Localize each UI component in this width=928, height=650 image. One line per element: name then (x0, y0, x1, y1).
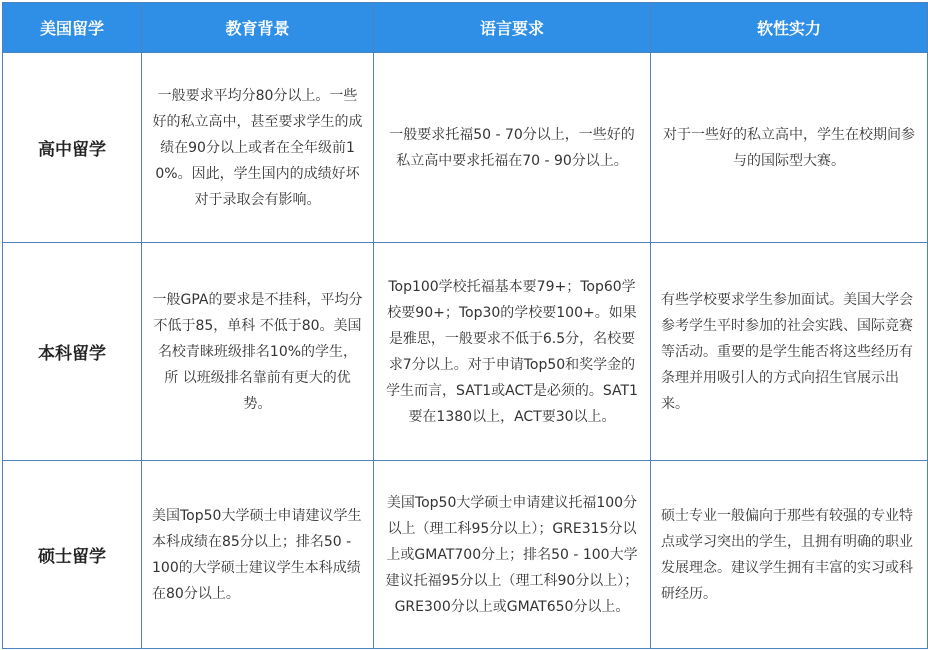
cell-education-high-school: 一般要求平均分80分以上。一些好的私立高中，甚至要求学生的成绩在90分以上或者在全年级前10%。因此，学生国内的成绩好坏对于录取会有影响。 (142, 53, 374, 243)
row-label-high-school: 高中留学 (3, 53, 142, 243)
header-education: 教育背景 (142, 3, 374, 53)
cell-education-undergrad: 一般GPA的要求是不挂科，平均分不低于85，单科 不低于80。美国名校青睐班级排名10%的学生，所 以班级排名靠前有更大的优势。 (142, 243, 374, 461)
header-study-type: 美国留学 (3, 3, 142, 53)
cell-language-masters: 美国Top50大学硕士申请建议托福100分以上（理工科95分以上）；GRE315分以上或GMAT700分上；排名50 - 100大学建议托福95分以上（理工科90分以上）；GRE300分以上或GMAT650分以上。 (374, 461, 651, 649)
cell-language-undergrad: Top100学校托福基本要79+；Top60学校要90+；Top30的学校要100+。如果是雅思，一般要求不低于6.5分，名校要求7分以上。对于申请Top50和奖学金的学生而言，SAT1或ACT是必须的。SAT1要在1380以上，ACT要30以上。 (374, 243, 651, 461)
header-soft-skills: 软性实力 (651, 3, 928, 53)
table-row-high-school (3, 53, 928, 243)
table-row-undergrad (3, 243, 928, 461)
row-label-masters: 硕士留学 (3, 461, 142, 649)
row-label-undergrad: 本科留学 (3, 243, 142, 461)
cell-education-masters: 美国Top50大学硕士申请建议学生本科成绩在85分以上；排名50 - 100的大学硕士建议学生本科成绩在80分以上。 (142, 461, 374, 649)
cell-soft-high-school: 对于一些好的私立高中，学生在校期间参与的国际型大赛。 (651, 53, 928, 243)
cell-language-high-school: 一般要求托福50 - 70分以上，一些好的私立高中要求托福在70 - 90分以上。 (374, 53, 651, 243)
cell-soft-undergrad: 有些学校要求学生参加面试。美国大学会参考学生平时参加的社会实践、国际竞赛等活动。重要的是学生能否将这些经历有条理并用吸引人的方式向招生官展示出来。 (651, 243, 928, 461)
header-language: 语言要求 (374, 3, 651, 53)
study-abroad-table (2, 2, 928, 649)
cell-soft-masters: 硕士专业一般偏向于那些有较强的专业特点或学习突出的学生，且拥有明确的职业发展理念。建议学生拥有丰富的实习或科研经历。 (651, 461, 928, 649)
table-row-masters (3, 461, 928, 649)
table-header-row (3, 3, 928, 53)
